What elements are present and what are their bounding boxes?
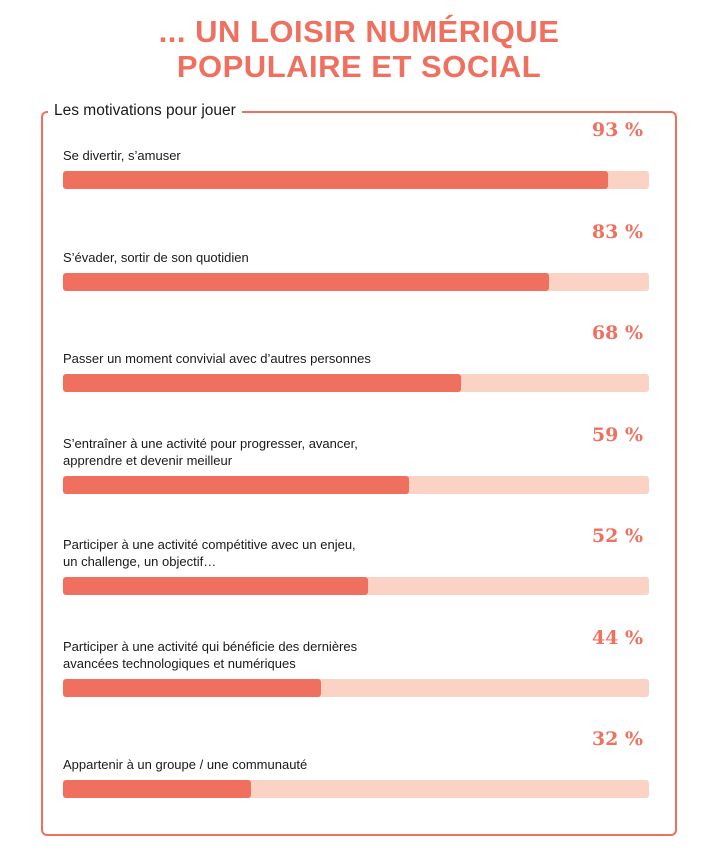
bar-fill xyxy=(63,679,321,697)
bar-value-label: 93 % xyxy=(591,119,643,141)
bar-row xyxy=(63,221,649,291)
chart-title: Les motivations pour jouer xyxy=(48,100,242,122)
bar-label-line: S’entraîner à une activité pour progresser, avancer, xyxy=(63,435,358,451)
bar-label-line: S’évader, sortir de son quotidien xyxy=(63,249,249,265)
bar-row xyxy=(63,525,649,595)
bar-track xyxy=(63,780,649,798)
bar-track xyxy=(63,273,649,291)
bar-fill xyxy=(63,171,608,189)
bar-row xyxy=(63,728,649,798)
bar-track xyxy=(63,171,649,189)
bar-label xyxy=(63,350,543,367)
bar-track xyxy=(63,679,649,697)
bar-value-label: 68 % xyxy=(591,322,643,344)
bar-row xyxy=(63,119,649,189)
bar-fill xyxy=(63,374,461,392)
bar-label-line: Se divertir, s’amuser xyxy=(63,148,181,163)
bar-label-line: avancées technologiques et numériques xyxy=(63,655,296,671)
bar-label xyxy=(63,147,543,164)
bar-label-line: apprendre et devenir meilleur xyxy=(63,452,233,468)
bar-value-label: 59 % xyxy=(591,423,643,446)
title-line-1: ... UN LOISIR NUMÉRIQUE xyxy=(158,14,560,49)
bar-row xyxy=(63,627,649,697)
title-line-2: POPULAIRE ET SOCIAL xyxy=(176,49,542,84)
bar-label xyxy=(63,249,543,266)
bar-value-label: 52 % xyxy=(591,525,643,547)
page-title xyxy=(0,14,718,84)
bar-row xyxy=(63,322,649,392)
bar-label xyxy=(63,435,543,469)
bar-value-label: 32 % xyxy=(591,728,643,750)
bar-label xyxy=(63,756,543,773)
bar-label-line: Passer un moment convivial avec d’autres personnes xyxy=(63,351,371,366)
bar-value-label: 83 % xyxy=(591,220,643,243)
bar-track xyxy=(63,374,649,392)
bar-label-line: Appartenir à un groupe / une communauté xyxy=(63,757,308,772)
bar-fill xyxy=(63,577,368,595)
bar-track xyxy=(63,476,649,494)
bar-fill xyxy=(63,476,409,494)
bar-track xyxy=(63,577,649,595)
bar-label xyxy=(63,536,543,570)
bar-fill xyxy=(63,273,549,291)
bar-label-line: un challenge, un objectif… xyxy=(63,554,217,569)
bar-label xyxy=(63,638,543,672)
bar-label-line: Participer à une activité compétitive avec un enjeu, xyxy=(63,537,356,552)
bar-label-line: Participer à une activité qui bénéficie des dernières xyxy=(63,638,358,654)
bar-row xyxy=(63,424,649,494)
bar-fill xyxy=(63,780,251,798)
bar-value-label: 44 % xyxy=(591,626,643,649)
